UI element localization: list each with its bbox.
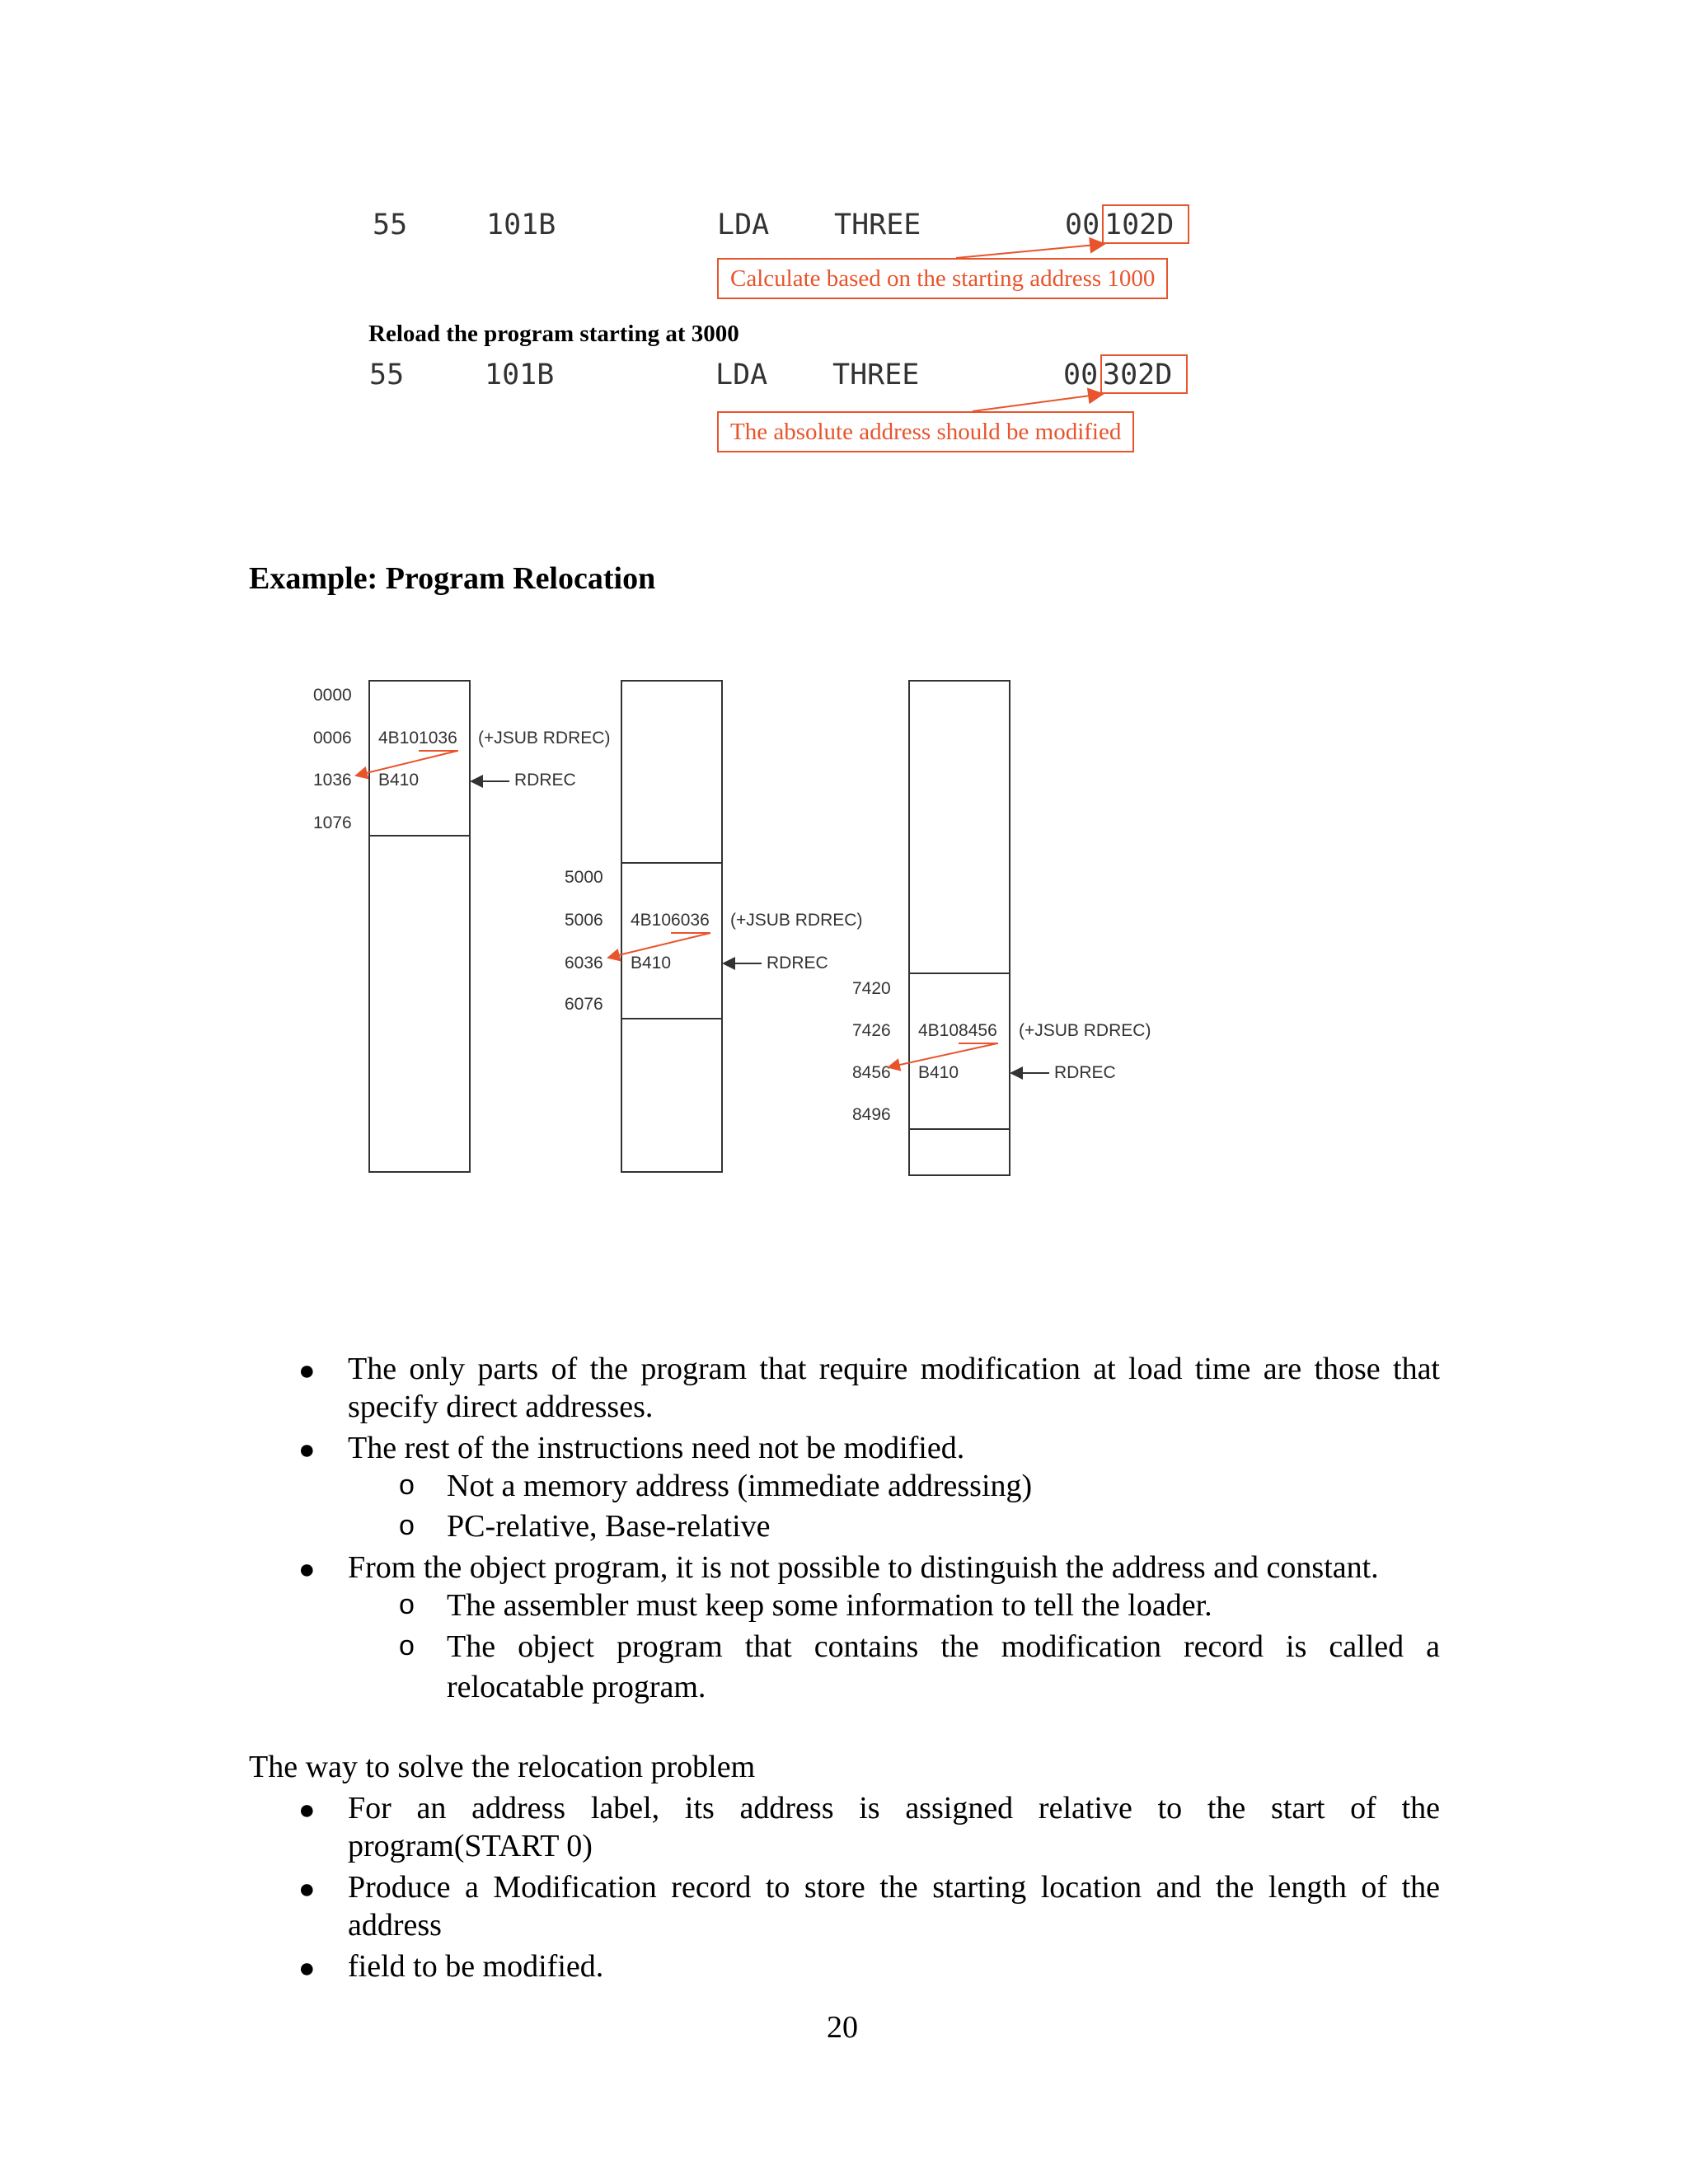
address-label: 1036 xyxy=(313,771,352,790)
address-label: 5006 xyxy=(565,911,603,930)
list-item: field to be modified. xyxy=(348,1949,604,1984)
target-address: 6036 xyxy=(671,911,710,930)
sub-list-item-continuation: relocatable program. xyxy=(447,1670,706,1704)
operand: THREE xyxy=(832,359,920,391)
list-item-continuation: program(START 0) xyxy=(348,1829,593,1863)
object-code-prefix: 00 xyxy=(1065,209,1100,241)
circle-bullet-icon: o xyxy=(399,1630,415,1661)
object-code: 4B106036 xyxy=(631,911,710,930)
arrows-layer xyxy=(0,0,1688,494)
arrow xyxy=(356,751,457,776)
bullet-icon: ● xyxy=(298,1953,316,1984)
target-address: 8456 xyxy=(959,1021,997,1040)
page-number: 20 xyxy=(827,2010,858,2045)
location: 101B xyxy=(486,209,556,241)
section-title: Example: Program Relocation xyxy=(249,561,656,596)
address-label: 1076 xyxy=(313,813,352,832)
address-label: 6076 xyxy=(565,995,603,1014)
address-label: 7426 xyxy=(852,1021,891,1040)
address-label: 7420 xyxy=(852,979,891,998)
opcode: LDA xyxy=(717,209,770,241)
circle-bullet-icon: o xyxy=(399,1589,415,1620)
list-item: Produce a Modification record to store the starting location and the length of the xyxy=(348,1870,1440,1905)
circle-bullet-icon: o xyxy=(399,1469,415,1501)
rdrec-code: B410 xyxy=(631,954,672,972)
bullet-icon: ● xyxy=(298,1356,316,1386)
rdrec-label: RDREC xyxy=(514,771,576,790)
sub-list-item: PC-relative, Base-relative xyxy=(447,1509,771,1544)
sub-list-item: The assembler must keep some information to tell the loader. xyxy=(447,1588,1212,1623)
arrow xyxy=(956,244,1104,258)
solve-intro: The way to solve the relocation problem xyxy=(249,1750,756,1784)
list-item: The only parts of the program that require modification at load time are those that xyxy=(348,1352,1440,1386)
arrow xyxy=(608,933,710,958)
annotation-note: The absolute address should be modified xyxy=(717,411,1134,452)
circle-bullet-icon: o xyxy=(399,1510,415,1541)
jsub-note: (+JSUB RDREC) xyxy=(730,911,863,930)
sub-list-item: Not a memory address (immediate addressing) xyxy=(447,1469,1033,1503)
reload-label: Reload the program starting at 3000 xyxy=(368,321,739,347)
object-code: 4B101036 xyxy=(378,729,457,748)
jsub-note: (+JSUB RDREC) xyxy=(478,729,611,748)
address-label: 0000 xyxy=(313,686,352,705)
arrow xyxy=(973,394,1103,411)
rdrec-code: B410 xyxy=(918,1063,959,1082)
list-item: The rest of the instructions need not be modified. xyxy=(348,1431,965,1465)
operand: THREE xyxy=(834,209,921,241)
sub-list-item: The object program that contains the modification record is called a xyxy=(447,1629,1440,1664)
address-label: 8496 xyxy=(852,1105,891,1124)
list-item-continuation: address xyxy=(348,1908,442,1943)
jsub-note: (+JSUB RDREC) xyxy=(1019,1021,1151,1040)
address-label: 0006 xyxy=(313,729,352,748)
list-item: For an address label, its address is assigned relative to the start of the xyxy=(348,1791,1440,1825)
line-number: 55 xyxy=(373,209,408,241)
bullet-icon: ● xyxy=(298,1795,316,1825)
annotation-note: Calculate based on the starting address 1000 xyxy=(717,258,1168,299)
target-address: 1036 xyxy=(419,729,457,748)
bullet-icon: ● xyxy=(298,1874,316,1905)
location: 101B xyxy=(485,359,555,391)
list-item: From the object program, it is not possible to distinguish the address and constant. xyxy=(348,1550,1379,1585)
line-number: 55 xyxy=(369,359,405,391)
object-code-prefix: 00 xyxy=(1063,359,1099,391)
rdrec-label: RDREC xyxy=(1054,1063,1116,1082)
diagram-arrows xyxy=(0,659,1688,1195)
object-code: 4B108456 xyxy=(918,1021,997,1040)
arrow xyxy=(889,1043,997,1067)
address-label: 8456 xyxy=(852,1063,891,1082)
object-code-address: 302D xyxy=(1103,359,1173,391)
address-label: 6036 xyxy=(565,954,603,972)
rdrec-code: B410 xyxy=(378,771,420,790)
address-label: 5000 xyxy=(565,868,603,887)
object-code-address: 102D xyxy=(1104,209,1175,241)
rdrec-label: RDREC xyxy=(767,954,828,972)
list-item-continuation: specify direct addresses. xyxy=(348,1390,654,1424)
bullet-icon: ● xyxy=(298,1435,316,1465)
opcode: LDA xyxy=(715,359,768,391)
bullet-icon: ● xyxy=(298,1554,316,1585)
